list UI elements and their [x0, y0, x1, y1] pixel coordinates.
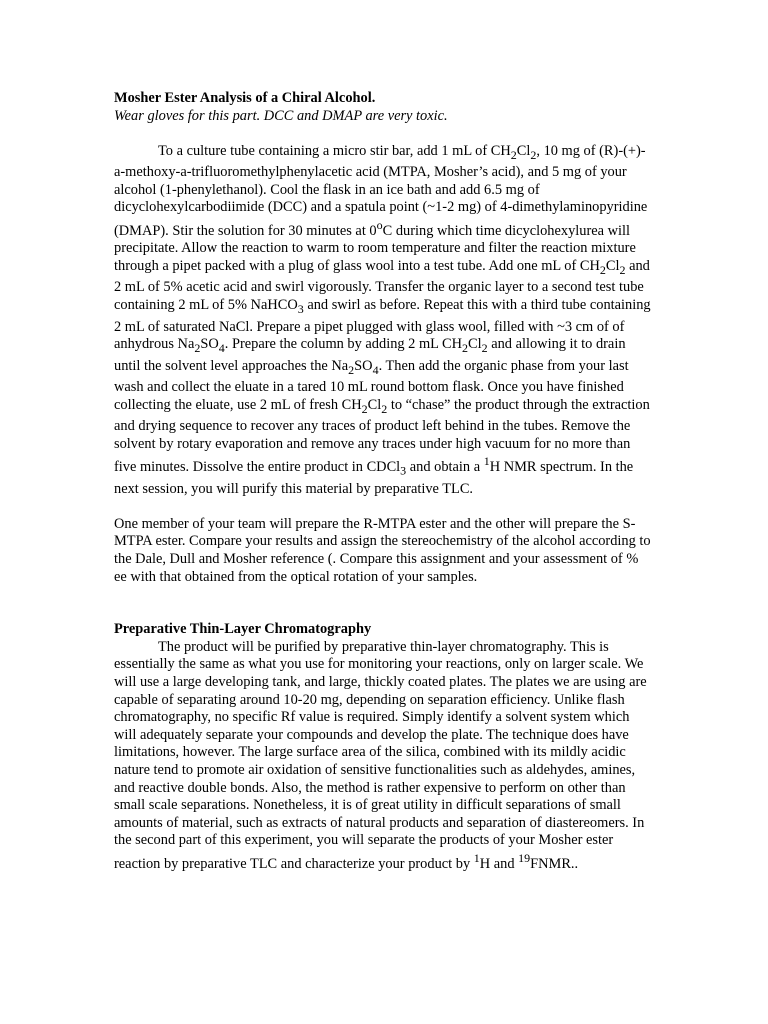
section-title-mosher: Mosher Ester Analysis of a Chiral Alcohol.: [114, 90, 376, 106]
tlc-paragraph: The product will be purified by preparative thin-layer chromatography. This is essentially the same as what you use for monitoring your reactions, only on larger scale. We will use a large developing tank, and large, thickly coated plates. The plates we are using are capable of separating around 10-20 mg, depending on separation efficiency. Unlike flash chromatography, no specific Rf value is required. Simply identify a solvent system which will adequately separate your compounds and develop the plate. The technique does have limitations, however. The large surface area of the silica, combined with its mildly acidic nature tend to promote air oxidation of sensitive functionalities such as aldehydes, amines, and reactive double bonds. Also, the method is rather expensive to perform on other than small scale separations. Nonetheless, it is of great utility in difficult separations of small amounts of material, such as extracts of natural products and separation of diastereomers. In the second part of this experiment, you will separate the products of your Mosher ester reaction by preparative TLC and characterize your product by $^1$H and $^{19}$FNMR..: [114, 638, 647, 872]
team-paragraph: One member of your team will prepare the R-MTPA ester and the other will prepare the S-MTPA ester. Compare your results and assign the stereochemistry of the alcohol according to the Dale, Dull and Mosher reference (. Compare this assignment and your assessment of % ee with that obtained from the optical rotation of your samples.: [114, 515, 651, 585]
procedure-paragraph: To a culture tube containing a micro stir bar, add 1 mL of $CH_2Cl_2$, 10 mg of (R)-(+)-a-methoxy-a-trifluoromethylphenylacetic acid (MTPA, Mosher’s acid), and 5 mg of your alcohol (1-phenylethanol). Cool the flask in an ice bath and add 6.5 mg of dicyclohexylcarbodiimide (DCC) and a spatula point (~1-2 mg) of 4-dimethylaminopyridine (DMAP). Stir the solution for 30 minutes at 0$^o$C during which time dicyclohexylurea will precipitate. Allow the reaction to warm to room temperature and filter the reaction mixture through a pipet packed with a plug of glass wool into a test tube. Add one mL of $CH_2Cl_2$ and 2 mL of 5% acetic acid and swirl vigorously. Transfer the organic layer to a second test tube containing 2 mL of 5% NaHCO$_3$ and swirl as before. Repeat this with a third tube containing 2 mL of saturated NaCl. Prepare a pipet plugged with glass wool, filled with ~3 cm of of anhydrous $Na_2SO_4$. Prepare the column by adding 2 mL $CH_2Cl_2$ and allowing it to drain until the solvent level approaches the $Na_2SO_4$. Then add the organic phase from your last wash and collect the eluate in a tared 10 mL round bottom flask. Once you have finished collecting the eluate, use 2 mL of fresh $CH_2Cl_2$ to “chase” the product through the extraction and drying sequence to recover any traces of product left behind in the tubes. Remove the solvent by rotary evaporation and remove any traces under high vacuum for no more than five minutes. Dissolve the entire product in CDCl$_3$ and obtain a $^1$H NMR spectrum. In the next session, you will purify this material by preparative TLC.: [114, 142, 651, 497]
section-title-tlc: Preparative Thin-Layer Chromatography: [114, 621, 372, 638]
document-page: [114, 90, 654, 873]
safety-warning: Wear gloves for this part. DCC and DMAP are very toxic.: [114, 107, 448, 124]
